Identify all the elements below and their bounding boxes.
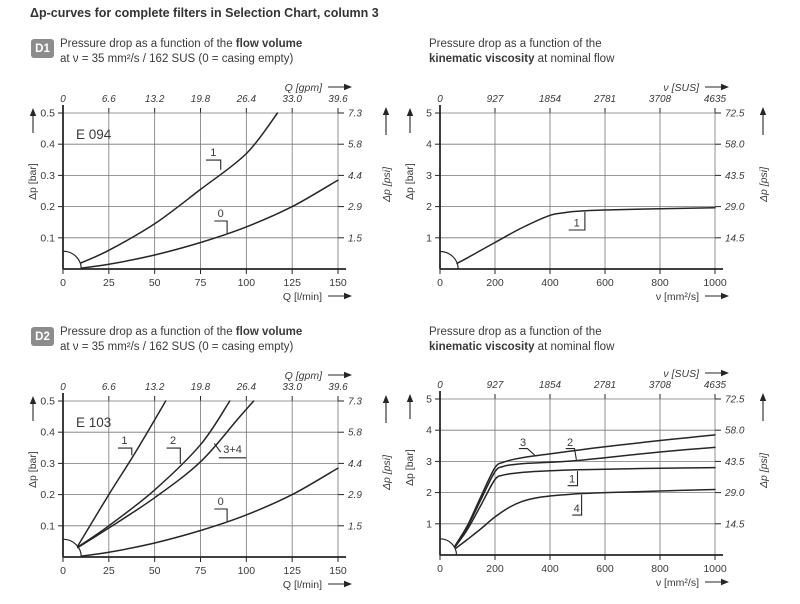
svg-text:5.8: 5.8 [348, 140, 362, 151]
svg-text:800: 800 [651, 563, 669, 575]
svg-text:2781: 2781 [593, 380, 616, 391]
svg-text:Q [gpm]: Q [gpm] [285, 370, 323, 382]
svg-text:19.8: 19.8 [191, 382, 211, 393]
chart-svg [385, 364, 797, 597]
svg-text:E 094: E 094 [76, 127, 112, 142]
svg-text:50: 50 [149, 277, 161, 289]
svg-text:3: 3 [520, 437, 526, 449]
svg-text:4: 4 [574, 503, 580, 515]
svg-text:0: 0 [60, 94, 66, 105]
svg-text:75: 75 [195, 277, 207, 289]
svg-text:0: 0 [218, 496, 224, 508]
svg-text:Δp [psi]: Δp [psi] [381, 166, 393, 203]
svg-text:72.5: 72.5 [725, 109, 745, 120]
svg-text:1: 1 [426, 232, 432, 244]
svg-text:43.5: 43.5 [725, 171, 745, 182]
svg-text:2: 2 [170, 435, 176, 447]
svg-text:0.5: 0.5 [40, 396, 55, 408]
svg-text:0.4: 0.4 [40, 427, 55, 439]
heading-d2-viscosity [429, 325, 614, 355]
svg-text:43.5: 43.5 [725, 457, 745, 468]
heading-line2: at nominal flow [534, 341, 614, 353]
chart-svg [8, 366, 420, 599]
svg-text:100: 100 [238, 565, 256, 577]
svg-text:0.5: 0.5 [40, 108, 55, 120]
svg-text:927: 927 [487, 380, 504, 391]
svg-text:125: 125 [283, 277, 301, 289]
svg-text:4635: 4635 [704, 380, 727, 391]
svg-text:Δp [bar]: Δp [bar] [404, 449, 416, 486]
heading-d1-flow [60, 37, 302, 67]
svg-text:ν [SUS]: ν [SUS] [663, 82, 700, 94]
svg-text:2: 2 [426, 201, 432, 213]
svg-text:Q [l/min]: Q [l/min] [283, 291, 322, 303]
svg-text:0: 0 [60, 382, 66, 393]
svg-text:29.0: 29.0 [724, 488, 745, 499]
chart-d2-kinematic-viscosity [385, 364, 797, 597]
svg-text:4: 4 [426, 139, 432, 151]
svg-text:Δp [psi]: Δp [psi] [758, 452, 770, 489]
svg-text:50: 50 [149, 565, 161, 577]
svg-text:100: 100 [238, 277, 256, 289]
svg-text:0.4: 0.4 [40, 139, 55, 151]
svg-text:13.2: 13.2 [145, 94, 165, 105]
svg-text:200: 200 [486, 563, 504, 575]
svg-text:Δp [psi]: Δp [psi] [381, 454, 393, 491]
svg-text:ν [SUS]: ν [SUS] [663, 368, 700, 380]
badge-d2: D2 [31, 327, 54, 346]
svg-text:7.3: 7.3 [348, 397, 362, 408]
svg-text:33.0: 33.0 [282, 94, 302, 105]
svg-text:1.5: 1.5 [348, 521, 362, 532]
svg-text:29.0: 29.0 [724, 202, 745, 213]
svg-text:0.3: 0.3 [40, 170, 55, 182]
svg-text:1000: 1000 [703, 563, 727, 575]
svg-text:2.9: 2.9 [347, 490, 362, 501]
svg-text:25: 25 [103, 277, 115, 289]
svg-text:4635: 4635 [704, 94, 727, 105]
svg-text:0.3: 0.3 [40, 458, 55, 470]
svg-text:25: 25 [103, 565, 115, 577]
svg-text:150: 150 [329, 565, 347, 577]
svg-text:58.0: 58.0 [725, 140, 745, 151]
svg-text:4: 4 [426, 425, 432, 437]
svg-text:19.8: 19.8 [191, 94, 211, 105]
svg-text:3708: 3708 [649, 94, 672, 105]
svg-text:0: 0 [437, 563, 443, 575]
svg-text:13.2: 13.2 [145, 382, 165, 393]
svg-text:2: 2 [426, 487, 432, 499]
svg-text:1: 1 [569, 474, 575, 486]
heading-bold: kinematic viscosity [429, 53, 534, 65]
svg-text:Q [gpm]: Q [gpm] [285, 82, 323, 94]
svg-text:2781: 2781 [593, 94, 616, 105]
heading-bold: flow volume [236, 326, 302, 338]
svg-text:0: 0 [437, 277, 443, 289]
heading-d2-flow [60, 325, 302, 355]
svg-text:4.4: 4.4 [348, 459, 362, 470]
svg-text:39.6: 39.6 [328, 382, 348, 393]
svg-text:3: 3 [426, 170, 432, 182]
svg-text:400: 400 [541, 563, 559, 575]
svg-text:39.6: 39.6 [328, 94, 348, 105]
chart-svg [8, 78, 420, 311]
svg-text:Δp [bar]: Δp [bar] [27, 163, 39, 200]
svg-text:1.5: 1.5 [348, 233, 362, 244]
svg-text:3: 3 [426, 456, 432, 468]
svg-text:200: 200 [486, 277, 504, 289]
svg-text:1: 1 [426, 518, 432, 530]
svg-text:0.2: 0.2 [40, 201, 55, 213]
svg-text:5: 5 [426, 394, 432, 406]
heading-line2: at nominal flow [534, 53, 614, 65]
svg-text:58.0: 58.0 [725, 426, 745, 437]
svg-text:1: 1 [574, 218, 580, 230]
svg-text:6.6: 6.6 [102, 94, 116, 105]
svg-text:75: 75 [195, 565, 207, 577]
heading-bold: flow volume [236, 38, 302, 50]
svg-text:33.0: 33.0 [282, 382, 302, 393]
svg-text:72.5: 72.5 [725, 395, 745, 406]
badge-d1: D1 [31, 39, 54, 58]
heading-text: Pressure drop as a function of the [60, 38, 236, 50]
page-title: Δp-curves for complete filters in Selection Chart, column 3 [30, 6, 379, 20]
heading-bold: kinematic viscosity [429, 341, 534, 353]
svg-text:927: 927 [487, 94, 504, 105]
svg-text:3708: 3708 [649, 380, 672, 391]
svg-text:26.4: 26.4 [236, 94, 257, 105]
svg-text:600: 600 [596, 563, 614, 575]
svg-text:0: 0 [218, 208, 224, 220]
svg-text:7.3: 7.3 [348, 109, 362, 120]
svg-text:0: 0 [60, 277, 66, 289]
svg-text:125: 125 [283, 565, 301, 577]
chart-d1-kinematic-viscosity [385, 78, 797, 311]
svg-text:3+4: 3+4 [223, 444, 242, 456]
svg-text:0: 0 [437, 94, 443, 105]
svg-text:1: 1 [210, 147, 216, 159]
svg-text:Δp [bar]: Δp [bar] [404, 163, 416, 200]
svg-text:600: 600 [596, 277, 614, 289]
svg-text:1: 1 [121, 435, 127, 447]
heading-d1-viscosity [429, 37, 614, 67]
svg-text:0.2: 0.2 [40, 489, 55, 501]
svg-text:E 103: E 103 [76, 415, 111, 430]
svg-text:1000: 1000 [703, 277, 727, 289]
svg-text:5.8: 5.8 [348, 428, 362, 439]
heading-text: Pressure drop as a function of the [60, 326, 236, 338]
svg-text:26.4: 26.4 [236, 382, 257, 393]
chart-d1-flow-volume [8, 78, 420, 311]
svg-text:Δp [psi]: Δp [psi] [758, 166, 770, 203]
svg-text:0.1: 0.1 [40, 520, 55, 532]
svg-text:14.5: 14.5 [725, 519, 745, 530]
svg-text:1854: 1854 [539, 94, 562, 105]
svg-text:0.1: 0.1 [40, 232, 55, 244]
chart-svg [385, 78, 797, 311]
svg-text:400: 400 [541, 277, 559, 289]
chart-d2-flow-volume [8, 366, 420, 599]
heading-text: Pressure drop as a function of the [429, 326, 602, 338]
svg-text:5: 5 [426, 108, 432, 120]
svg-text:Δp [bar]: Δp [bar] [27, 451, 39, 488]
svg-text:1854: 1854 [539, 380, 562, 391]
svg-text:0: 0 [60, 565, 66, 577]
heading-text: Pressure drop as a function of the [429, 38, 602, 50]
svg-text:4.4: 4.4 [348, 171, 362, 182]
heading-line2: at ν = 35 mm²/s / 162 SUS (0 = casing empty) [60, 341, 293, 353]
svg-text:ν [mm²/s]: ν [mm²/s] [656, 577, 699, 589]
svg-text:150: 150 [329, 277, 347, 289]
svg-text:0: 0 [437, 380, 443, 391]
svg-text:6.6: 6.6 [102, 382, 116, 393]
svg-text:Q [l/min]: Q [l/min] [283, 579, 322, 591]
svg-text:2: 2 [567, 437, 573, 449]
svg-text:14.5: 14.5 [725, 233, 745, 244]
svg-text:ν [mm²/s]: ν [mm²/s] [656, 291, 699, 303]
svg-text:800: 800 [651, 277, 669, 289]
heading-line2: at ν = 35 mm²/s / 162 SUS (0 = casing empty) [60, 53, 293, 65]
svg-text:2.9: 2.9 [347, 202, 362, 213]
